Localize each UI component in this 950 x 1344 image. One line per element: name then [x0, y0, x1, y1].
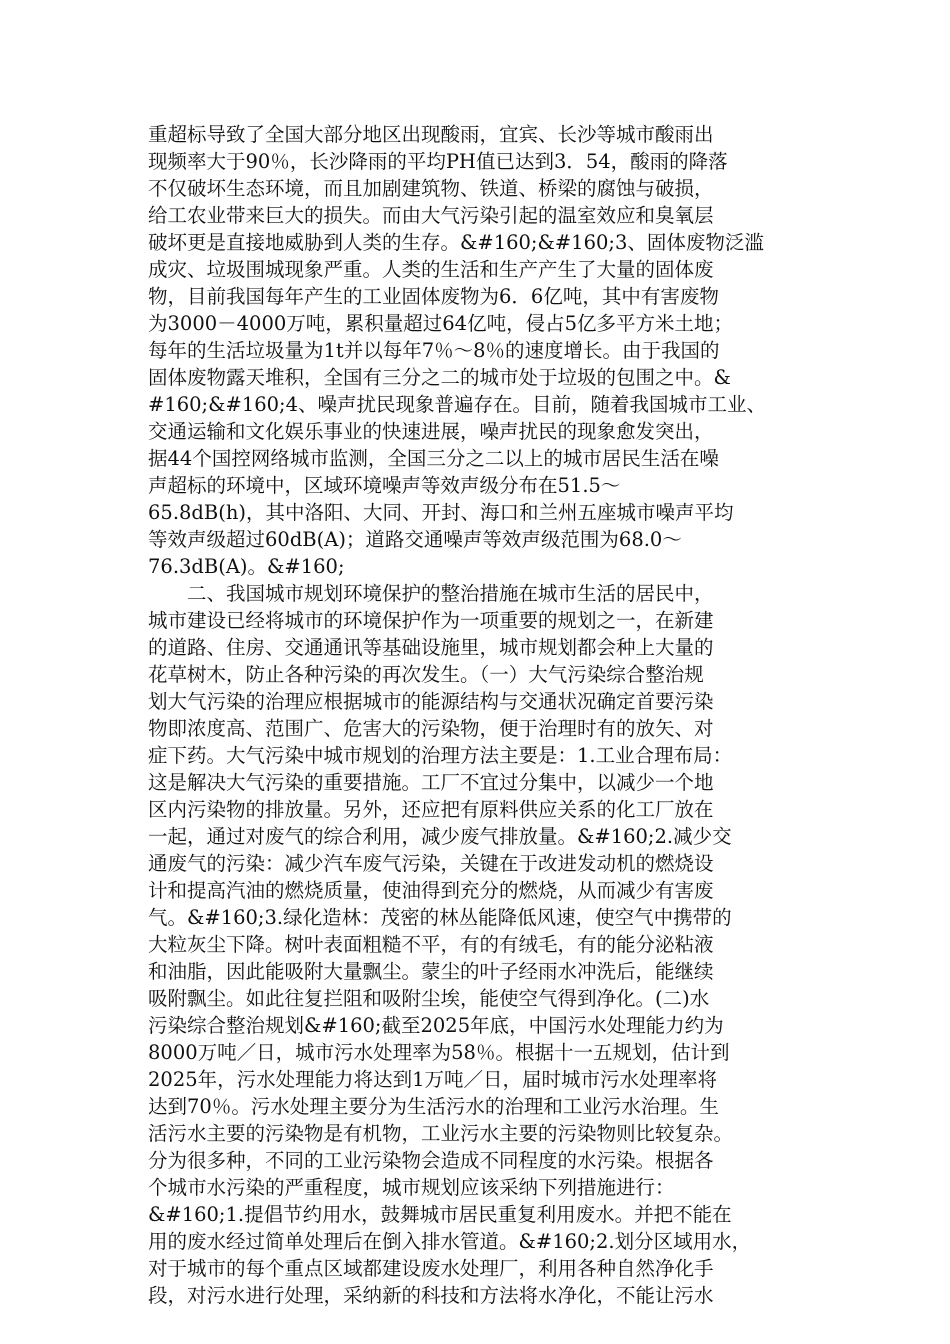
text-line: 气。&#160;3.绿化造林：茂密的林丛能降低风速，使空气中携带的: [148, 906, 732, 929]
text-line: 区内污染物的排放量。另外，还应把有原料供应关系的化工厂放在: [148, 798, 714, 821]
text-line: 活污水主要的污染物是有机物，工业污水主要的污染物则比较复杂。: [148, 1122, 734, 1145]
text-line: 用的废水经过简单处理后在倒入排水管道。&#160;2.划分区域用水，: [148, 1230, 752, 1253]
text-line: 污染综合整治规划&#160;截至2025年底，中国污水处理能力约为: [148, 1014, 724, 1037]
text-line: 的道路、住房、交通通讯等基础设施里，城市规划都会种上大量的: [148, 636, 714, 659]
text-line: 等效声级超过60dB(A)；道路交通噪声等效声级范围为68.0～: [148, 528, 682, 551]
text-line: 这是解决大气污染的重要措施。工厂不宜过分集中，以减少一个地: [148, 771, 714, 794]
text-line: 65.8dB(h)，其中洛阳、大同、开封、海口和兰州五座城市噪声平均: [148, 501, 734, 524]
text-line: 重超标导致了全国大部分地区出现酸雨，宜宾、长沙等城市酸雨出: [148, 123, 714, 146]
text-line: 据44个国控网络城市监测，全国三分之二以上的城市居民生活在噪: [148, 447, 719, 470]
text-line: 通废气的污染：减少汽车废气污染，关键在于改进发动机的燃烧设: [148, 852, 714, 875]
text-line: 为3000－4000万吨，累积量超过64亿吨，侵占5亿多平方米土地；: [148, 312, 733, 335]
body-text: [148, 121, 808, 1309]
text-line: 对于城市的每个重点区域都建设废水处理厂，利用各种自然净化手: [148, 1257, 714, 1280]
text-line: &#160;1.提倡节约用水，鼓舞城市居民重复利用废水。并把不能在: [148, 1203, 732, 1226]
text-line: 交通运输和文化娱乐事业的快速进展，噪声扰民的现象愈发突出，: [148, 420, 714, 443]
text-line: 大粒灰尘下降。树叶表面粗糙不平，有的有绒毛，有的能分泌粘液: [148, 933, 714, 956]
text-line: 给工农业带来巨大的损失。而由大气污染引起的温室效应和臭氧层: [148, 204, 714, 227]
text-line: 划大气污染的治理应根据城市的能源结构与交通状况确定首要污染: [148, 690, 714, 713]
text-line: 症下药。大气污染中城市规划的治理方法主要是：1.工业合理布局：: [148, 744, 733, 767]
text-line: 吸附飘尘。如此往复拦阻和吸附尘埃，能使空气得到净化。(二)水: [148, 987, 710, 1010]
text-line: 分为很多种，不同的工业污染物会造成不同程度的水污染。根据各: [148, 1149, 714, 1172]
text-line: 和油脂，因此能吸附大量飘尘。蒙尘的叶子经雨水冲洗后，能继续: [148, 960, 714, 983]
text-line: 物，目前我国每年产生的工业固体废物为6．6亿吨，其中有害废物: [148, 285, 719, 308]
text-line: 物即浓度高、范围广、危害大的污染物，便于治理时有的放矢、对: [148, 717, 714, 740]
text-line: 计和提高汽油的燃烧质量，使油得到充分的燃烧，从而减少有害废: [148, 879, 714, 902]
text-line: 破坏更是直接地威胁到人类的生存。&#160;&#160;3、固体废物泛滥: [148, 231, 764, 254]
text-line: 一起，通过对废气的综合利用，减少废气排放量。&#160;2.减少交: [148, 825, 732, 848]
text-line: 花草树木，防止各种污染的再次发生。（一）大气污染综合整治规: [148, 663, 704, 686]
text-line: 声超标的环境中，区域环境噪声等效声级分布在51.5～: [148, 474, 621, 497]
text-line: #160;&#160;4、噪声扰民现象普遍存在。目前，随着我国城市工业、: [148, 393, 767, 416]
text-line: 固体废物露天堆积，全国有三分之二的城市处于垃圾的包围之中。&: [148, 366, 731, 389]
text-line: 现频率大于90％，长沙降雨的平均PH值已达到3．54，酸雨的降落: [148, 150, 728, 173]
section-heading-line: 二、我国城市规划环境保护的整治措施在城市生活的居民中，: [148, 582, 714, 605]
text-line: 个城市水污染的严重程度，城市规划应该采纳下列措施进行：: [148, 1176, 675, 1199]
text-line: 76.3dB(A)。&#160;: [148, 555, 345, 578]
text-line: 达到70％。污水处理主要分为生活污水的治理和工业污水治理。生: [148, 1095, 719, 1118]
text-line: 成灾、垃圾围城现象严重。人类的生活和生产产生了大量的固体废: [148, 258, 714, 281]
text-line: 城市建设已经将城市的环境保护作为一项重要的规划之一，在新建: [148, 609, 714, 632]
text-line: 每年的生活垃圾量为1t并以每年7％～8％的速度增长。由于我国的: [148, 339, 720, 362]
text-line: 不仅破坏生态环境，而且加剧建筑物、铁道、桥梁的腐蚀与破损，: [148, 177, 714, 200]
text-line: 8000万吨／日，城市污水处理率为58％。根据十一五规划，估计到: [148, 1041, 730, 1064]
text-line: 2025年，污水处理能力将达到1万吨／日，届时城市污水处理率将: [148, 1068, 718, 1091]
text-line: 段，对污水进行处理，采纳新的科技和方法将水净化，不能让污水: [148, 1284, 714, 1307]
